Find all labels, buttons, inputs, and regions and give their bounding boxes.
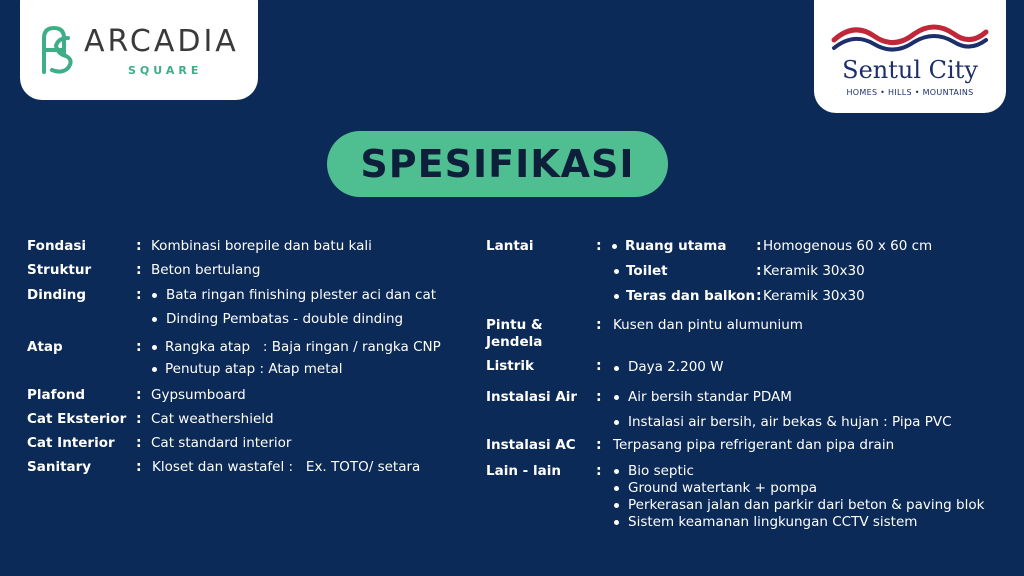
sanitary-label: Sanitary bbox=[27, 459, 92, 475]
cat-interior-label: Cat Interior bbox=[27, 435, 115, 451]
cat-interior-value: Cat standard interior bbox=[151, 435, 292, 451]
lantai-row-3-value: Keramik 30x30 bbox=[763, 288, 865, 304]
bullet-icon bbox=[614, 486, 619, 491]
sanitary-colon: : bbox=[136, 459, 142, 475]
arcadia-sub: SQUARE bbox=[128, 64, 203, 77]
bullet-icon bbox=[152, 293, 157, 298]
lantai-colon: : bbox=[596, 238, 602, 254]
instalasi-air-colon: : bbox=[596, 389, 602, 405]
sentul-city-tagline: HOMES • HILLS • MOUNTAINS bbox=[846, 88, 974, 97]
bullet-icon bbox=[152, 367, 157, 372]
plafond-label: Plafond bbox=[27, 387, 86, 403]
instalasi-ac-colon: : bbox=[596, 437, 602, 453]
bullet-icon bbox=[614, 503, 619, 508]
instalasi-air-label: Instalasi Air bbox=[486, 389, 578, 405]
lain-label: Lain - lain bbox=[486, 463, 561, 479]
bullet-icon bbox=[614, 420, 619, 425]
instalasi-ac-label: Instalasi AC bbox=[486, 437, 576, 453]
lantai-row-1-colon: : bbox=[756, 238, 762, 254]
listrik-label: Listrik bbox=[486, 358, 534, 374]
atap-item-1: Rangka atap : Baja ringan / rangka CNP bbox=[165, 339, 441, 355]
lain-item-1: Bio septic bbox=[628, 463, 694, 479]
arcadia-monogram-icon bbox=[36, 24, 76, 76]
bullet-icon bbox=[614, 395, 619, 400]
cat-eksterior-label: Cat Eksterior bbox=[27, 411, 127, 427]
dinding-item-1: Bata ringan finishing plester aci dan cat bbox=[166, 287, 437, 303]
struktur-value: Beton bertulang bbox=[151, 262, 261, 278]
sentul-city-logo bbox=[814, 0, 1006, 113]
lantai-row-3-name: Teras dan balkon bbox=[626, 288, 756, 304]
bullet-icon bbox=[614, 469, 619, 474]
plafond-value: Gypsumboard bbox=[151, 387, 246, 403]
fondasi-label: Fondasi bbox=[27, 238, 86, 254]
listrik-colon: : bbox=[596, 358, 602, 374]
page-title: SPESIFIKASI bbox=[360, 142, 635, 186]
lantai-row-1-name: Ruang utama bbox=[625, 238, 727, 254]
dinding-label: Dinding bbox=[27, 287, 87, 303]
arcadia-name: ARCADIA bbox=[84, 24, 239, 59]
listrik-value: Daya 2.200 W bbox=[628, 359, 724, 375]
dinding-colon: : bbox=[136, 287, 142, 303]
fondasi-colon: : bbox=[136, 238, 142, 254]
pintu-value: Kusen dan pintu alumunium bbox=[613, 317, 803, 333]
sentul-waves-icon bbox=[830, 20, 990, 54]
bullet-icon bbox=[614, 269, 619, 274]
lantai-row-3-colon: : bbox=[756, 288, 762, 304]
pintu-label-line1: Pintu & bbox=[486, 317, 543, 333]
instalasi-air-item-2: Instalasi air bersih, air bekas & hujan : Pipa PVC bbox=[628, 414, 952, 430]
bullet-icon bbox=[614, 520, 619, 525]
instalasi-air-item-1: Air bersih standar PDAM bbox=[628, 389, 792, 405]
bullet-icon bbox=[614, 366, 619, 371]
sentul-city-name: Sentul City bbox=[842, 56, 978, 84]
bullet-icon bbox=[612, 244, 617, 249]
lantai-label: Lantai bbox=[486, 238, 534, 254]
atap-item-2: Penutup atap : Atap metal bbox=[165, 361, 343, 377]
lain-item-2: Ground watertank + pompa bbox=[628, 480, 818, 496]
title-banner bbox=[327, 131, 668, 197]
struktur-label: Struktur bbox=[27, 262, 92, 278]
fondasi-value: Kombinasi borepile dan batu kali bbox=[151, 238, 372, 254]
instalasi-ac-value: Terpasang pipa refrigerant dan pipa drain bbox=[613, 437, 895, 453]
cat-eksterior-colon: : bbox=[136, 411, 142, 427]
lantai-row-2-value: Keramik 30x30 bbox=[763, 263, 865, 279]
plafond-colon: : bbox=[136, 387, 142, 403]
sanitary-value: Kloset dan wastafel : Ex. TOTO/ setara bbox=[152, 459, 421, 475]
cat-eksterior-value: Cat weathershield bbox=[151, 411, 274, 427]
pintu-colon: : bbox=[596, 317, 602, 333]
pintu-label-line2: Jendela bbox=[486, 334, 543, 350]
lain-colon: : bbox=[596, 463, 602, 479]
bullet-icon bbox=[152, 317, 157, 322]
lantai-row-2-colon: : bbox=[756, 263, 762, 279]
atap-colon: : bbox=[136, 339, 142, 355]
bullet-icon bbox=[614, 294, 619, 299]
dinding-item-2: Dinding Pembatas - double dinding bbox=[166, 311, 404, 327]
lain-item-3: Perkerasan jalan dan parkir dari beton & paving blok bbox=[628, 497, 985, 513]
struktur-colon: : bbox=[136, 262, 142, 278]
arcadia-square-logo bbox=[20, 0, 258, 100]
lantai-row-1-value: Homogenous 60 x 60 cm bbox=[763, 238, 933, 254]
bullet-icon bbox=[152, 345, 157, 350]
lain-item-4: Sistem keamanan lingkungan CCTV sistem bbox=[628, 514, 918, 530]
atap-label: Atap bbox=[27, 339, 63, 355]
lantai-row-2-name: Toilet bbox=[626, 263, 668, 279]
cat-interior-colon: : bbox=[136, 435, 142, 451]
